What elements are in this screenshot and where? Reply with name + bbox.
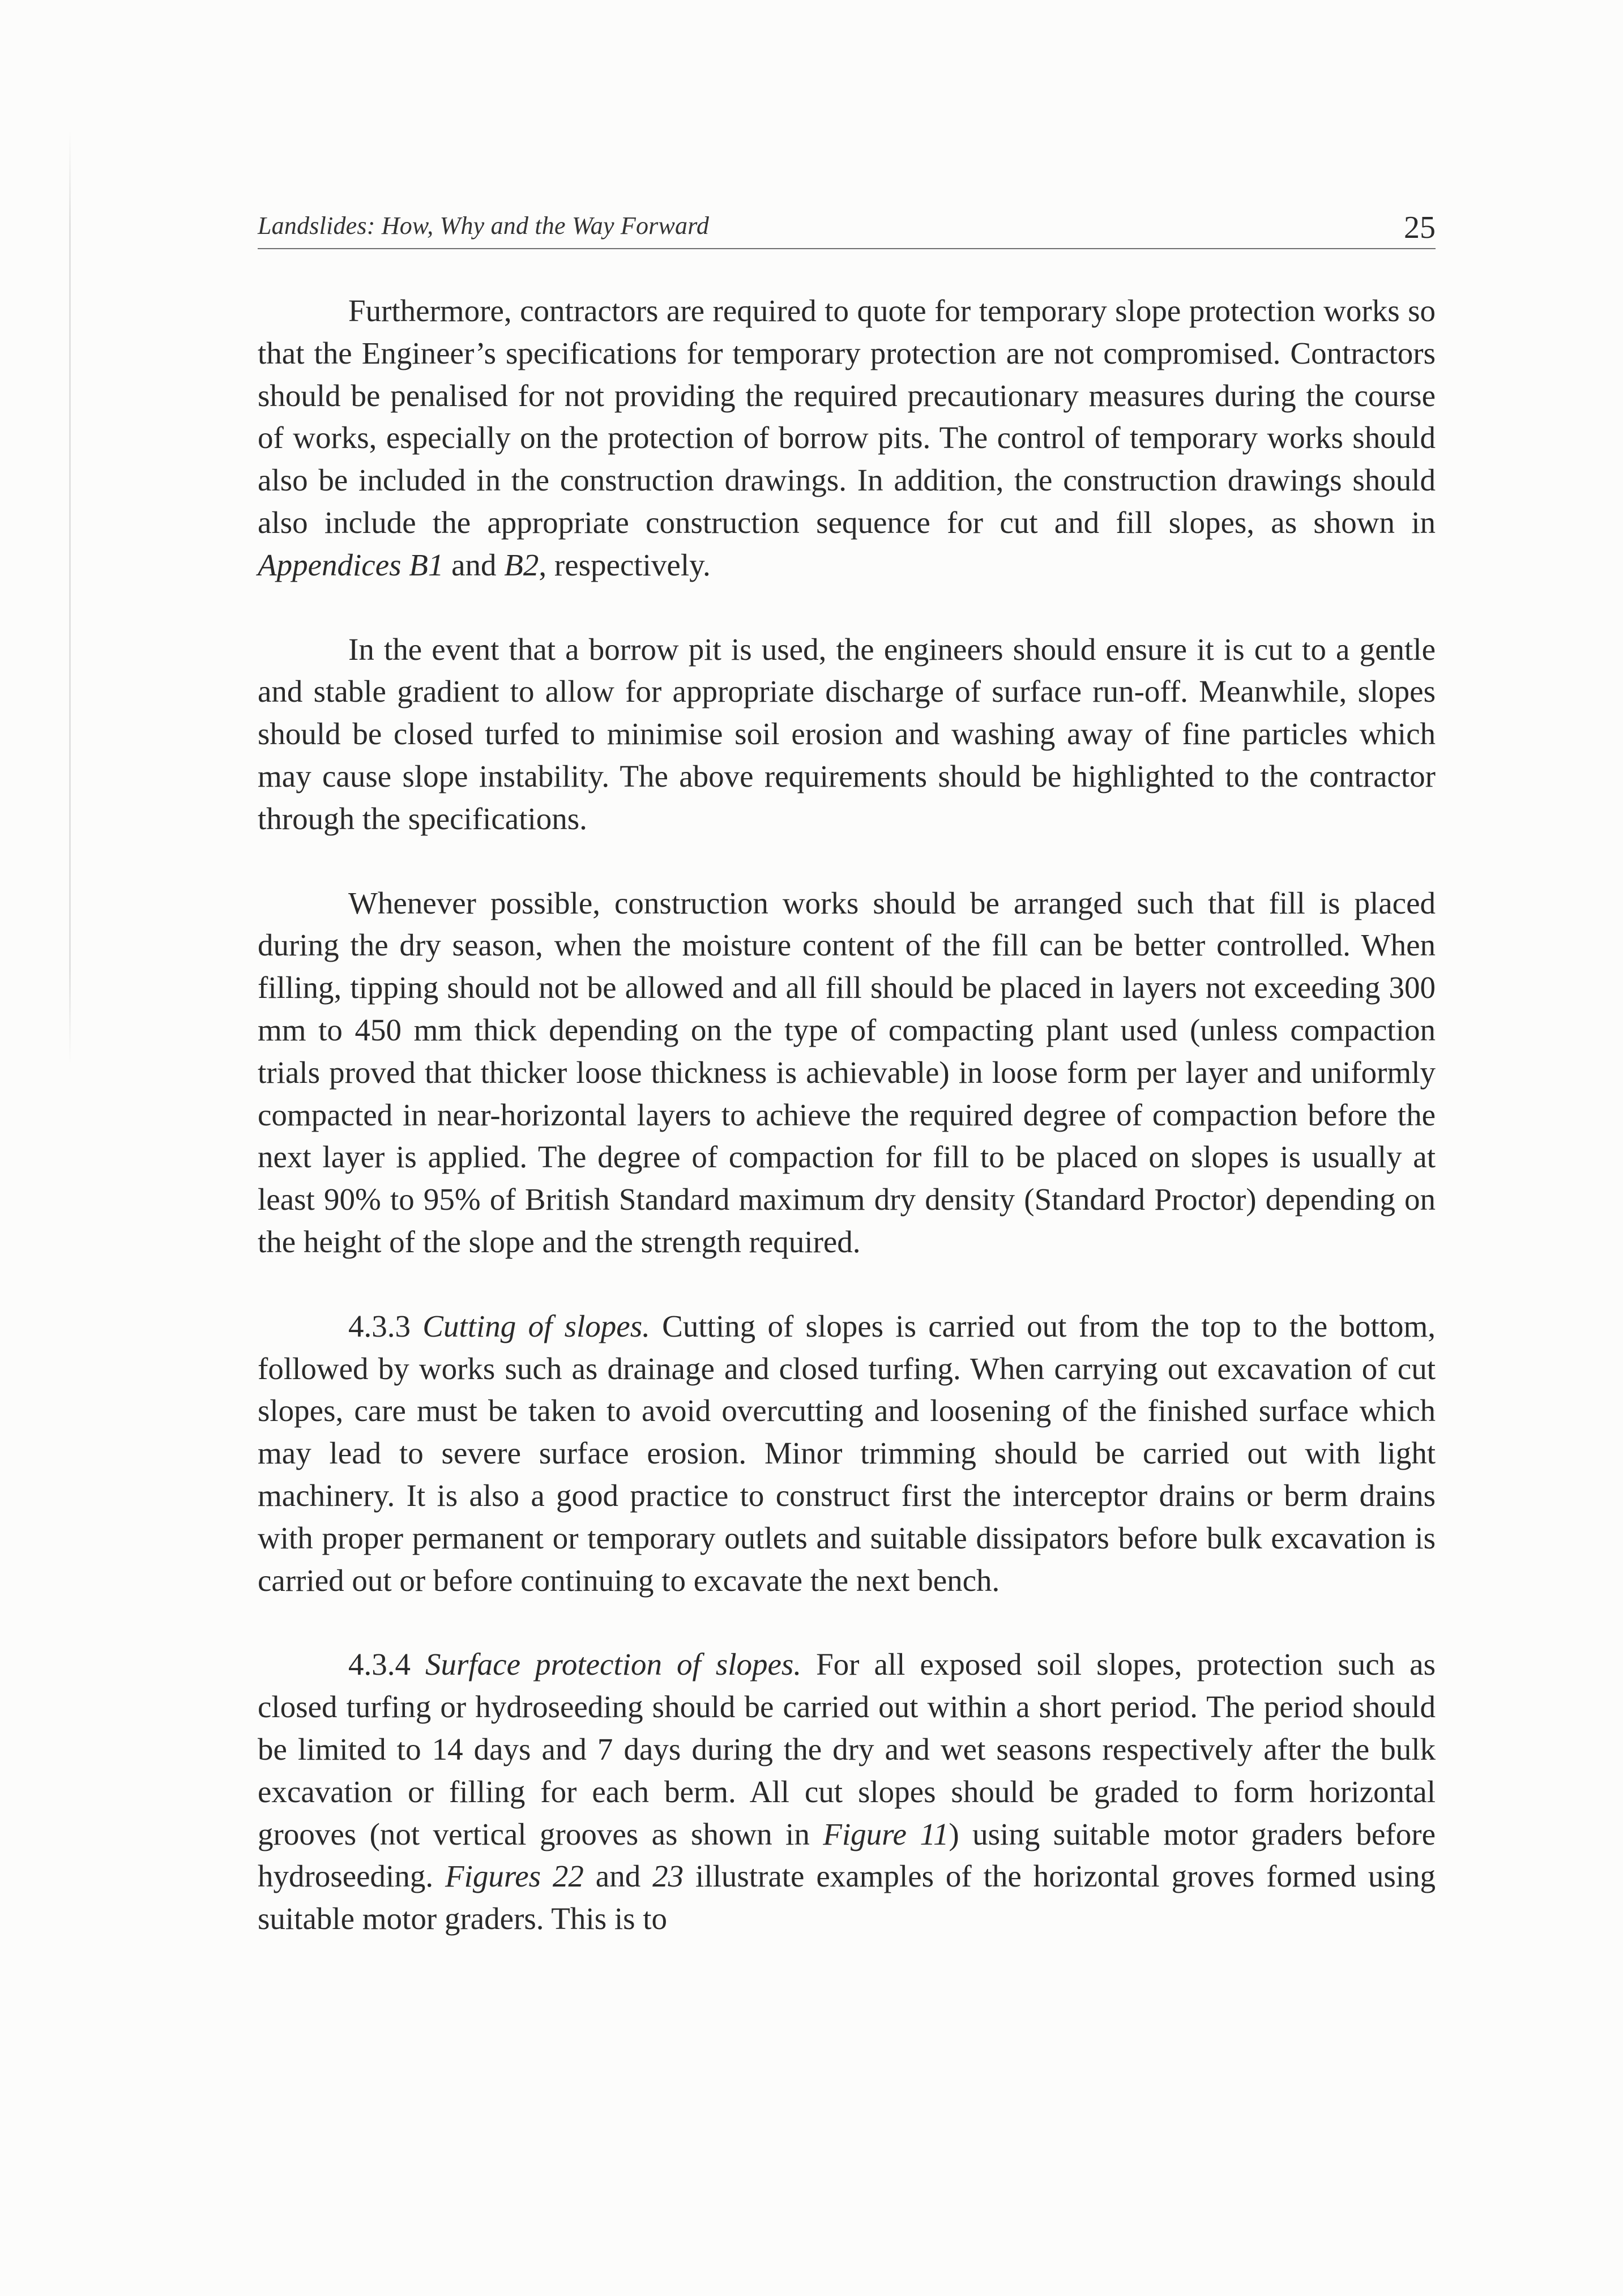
section-heading: Cutting of slopes. (422, 1308, 650, 1343)
p1-text-3: , respectively. (539, 547, 711, 582)
section-heading: Surface protection of slopes. (425, 1647, 802, 1682)
p5-text-2: ) using suitable motor graders before hydroseeding. (258, 1816, 1436, 1894)
section-number: 4.3.3 (348, 1308, 411, 1343)
running-title: Landslides: How, Why and the Way Forward (258, 212, 710, 240)
figure-23-ref: 23 (652, 1859, 684, 1894)
paragraph-borrow-pit: In the event that a borrow pit is used, the engineers should ensure it is cut to a gentle and stable gradient to allow for appropriate discharge of surface run-off. Meanwhile, slopes should be closed turfed to minimise soil erosion and washing away of fine particles which may cause slope instability. The above requirements should be highlighted to the contractor through the specifications. (258, 631, 1436, 836)
page-number: 25 (1404, 210, 1436, 245)
header-rule (258, 248, 1436, 249)
scan-shadow (69, 130, 71, 1065)
paragraph-temporary-works (258, 290, 1436, 587)
figures-22-ref: Figures 22 (445, 1859, 584, 1894)
appendix-b2-ref: B2 (504, 547, 539, 582)
p5-text-4: illustrate examples of the horizontal groves formed using suitable motor graders. This is to (258, 1859, 1436, 1936)
section-4-3-4-surface-protection (258, 1644, 1436, 1940)
appendices-b1-ref: Appendices B1 (258, 547, 444, 582)
p5-text-3: and (583, 1859, 653, 1894)
p1-text-1: Furthermore, contractors are required to quote for temporary slope protection works so that the Engineer’s specifications for temporary protection are not compromised. Contractors should be penalised for not providing the required precautionary measures during the course of works, especially on the protection of borrow pits. The control of temporary works should also be included in the construction drawings. In addition, the construction drawings should also include the appropriate construction sequence for cut and fill slopes, as shown in (258, 293, 1436, 540)
section-number: 4.3.4 (348, 1647, 411, 1682)
page-header (258, 203, 1436, 248)
figure-11-ref: Figure 11 (823, 1816, 949, 1851)
p1-text-2: and (443, 547, 505, 582)
body-text (258, 290, 1436, 1940)
p5-text-1: For all exposed soil slopes, protection such as closed turfing or hydroseeding should be carried out within a short period. The period should be limited to 14 days and 7 days during the dry and wet seasons respectively after the bulk excavation or filling for each berm. All cut slopes should be graded to form horizontal grooves (not vertical grooves as shown in (258, 1647, 1436, 1851)
section-4-3-3-cutting-of-slopes (258, 1305, 1436, 1602)
section-text: Cutting of slopes is carried out from the top to the bottom, followed by works such as drainage and closed turfing. When carrying out excavation of cut slopes, care must be taken to avoid overcutting and loosening of the finished surface which may lead to severe surface erosion. Minor trimming should be carried out with light machinery. It is also a good practice to construct first the interceptor drains or berm drains with proper permanent or temporary outlets and suitable dissipators before bulk excavation is carried out or before continuing to excavate the next bench. (258, 1308, 1436, 1598)
paragraph-fill-placement: Whenever possible, construction works should be arranged such that fill is placed during the dry season, when the moisture content of the fill can be better controlled. When filling, tipping should not be allowed and all fill should be placed in layers not exceeding 300 mm to 450 mm thick depending on the type of compacting plant used (unless compaction trials proved that thicker loose thickness is achievable) in loose form per layer and uniformly compacted in near-horizontal layers to achieve the required degree of compaction before the next layer is applied. The degree of compaction for fill to be placed on slopes is usually at least 90% to 95% of British Standard maximum dry density (Standard Proctor) depending on the height of the slope and the strength required. (258, 885, 1436, 1259)
